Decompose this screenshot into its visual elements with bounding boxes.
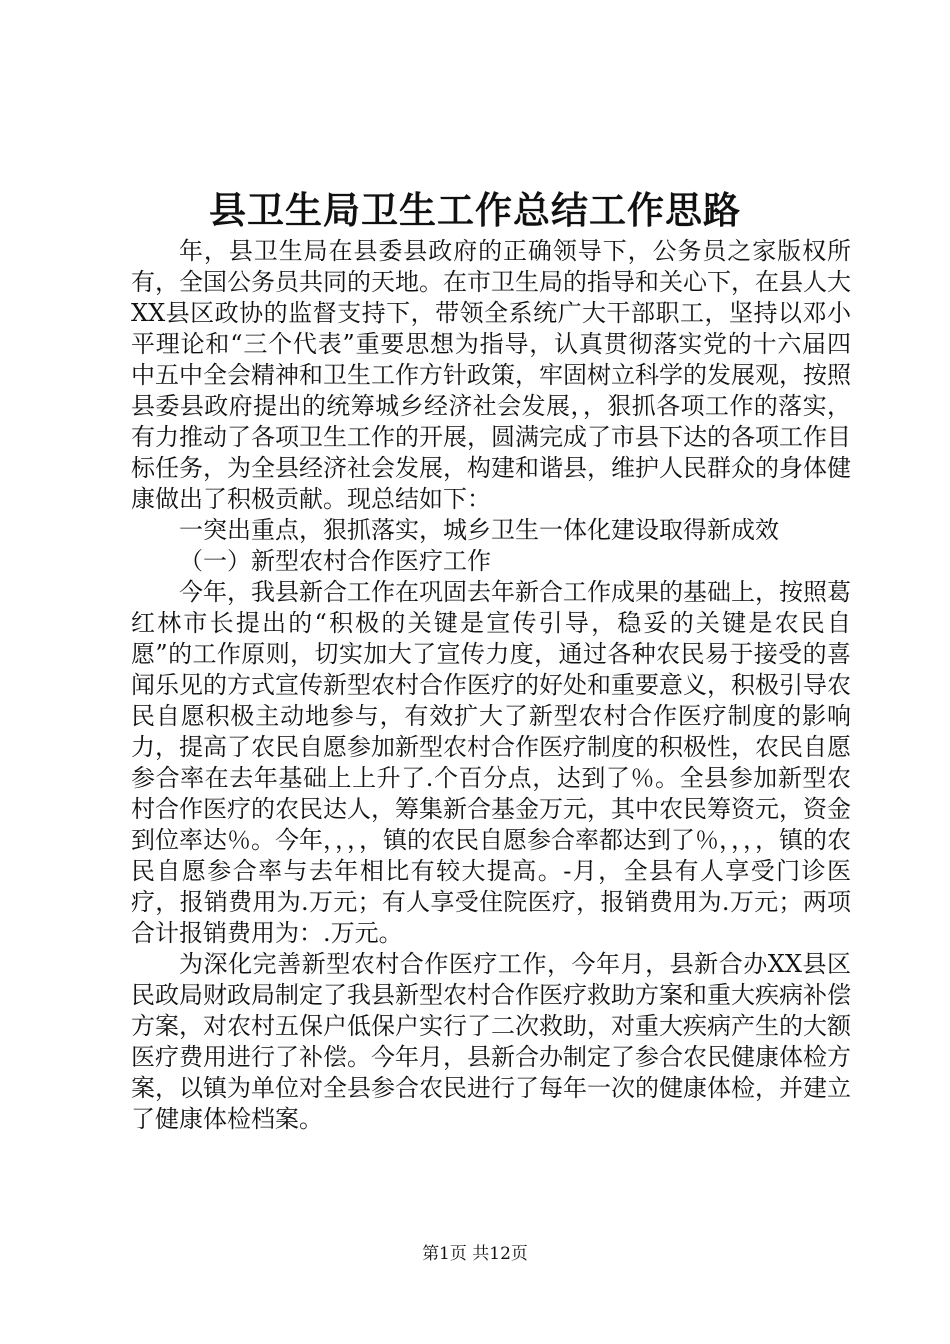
section-heading: 一突出重点，狠抓落实，城乡卫生一体化建设取得新成效 — [179, 516, 779, 544]
subsection-heading: （一）新型农村合作医疗工作 — [179, 547, 491, 575]
page-number-footer: 第1页 共12页 — [422, 1244, 528, 1264]
paragraph-medical-assistance: 为深化完善新型农村合作医疗工作，今年月，县新合办XX县区民政局财政局制定了我县新型农村合作医疗救助方案和重大疾病补偿方案，对农村五保户低保户实行了二次救助，对重大疾病产生的大额医疗费用进行了补偿。今年月，县新合办制定了参合农民健康体检方案，以镇为单位对全县参合农民进行了每年一次的健康体检，并建立了健康体检档案。 — [131, 950, 851, 1133]
document-body — [131, 236, 851, 1135]
paragraph-intro: 年，县卫生局在县委县政府的正确领导下，公务员之家版权所有，全国公务员共同的天地。在市卫生局的指导和关心下，在县人大XX县区政协的监督支持下，带领全系统广大干部职工，坚持以邓小平理论和“三个代表”重要思想为指导，认真贯彻落实党的十六届四中五中全会精神和卫生工作方针政策，牢固树立科学的发展观，按照县委县政府提出的统筹城乡经济社会发展，，狠抓各项工作的落实，有力推动了各项卫生工作的开展，圆满完成了市县下达的各项工作目标任务，为全县经济社会发展，构建和谐县，维护人民群众的身体健康做出了积极贡献。现总结如下： — [131, 237, 851, 513]
paragraph-cooperative-medical: 今年，我县新合工作在巩固去年新合工作成果的基础上，按照葛红林市长提出的“积极的关键是宣传引导，稳妥的关键是农民自愿”的工作原则，切实加大了宣传力度，通过各种农民易于接受的喜闻乐见的方式宣传新型农村合作医疗的好处和重要意义，积极引导农民自愿积极主动地参与，有效扩大了新型农村合作医疗制度的影响力，提高了农民自愿参加新型农村合作医疗制度的积极性，农民自愿参合率在去年基础上上升了.个百分点，达到了％。全县参加新型农村合作医疗的农民达人，筹集新合基金万元，其中农民筹资元，资金到位率达％。今年，，，，镇的农民自愿参合率都达到了％，，，，镇的农民自愿参合率与去年相比有较大提高。-月，全县有人享受门诊医疗，报销费用为.万元；有人享受住院医疗，报销费用为.万元；两项合计报销费用为：.万元。 — [131, 578, 851, 947]
document-title: 县卫生局卫生工作总结工作思路 — [209, 188, 741, 232]
